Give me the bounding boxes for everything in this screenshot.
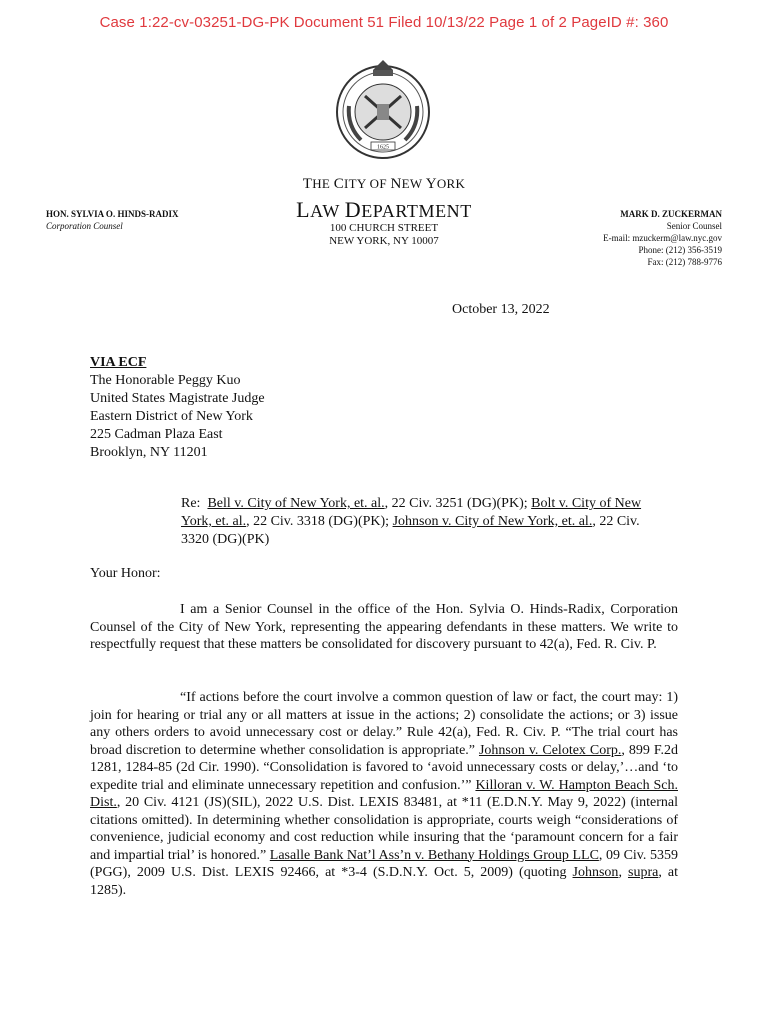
re-line: Re: Bell v. City of New York, et. al., 22 Civ. 3251 (DG)(PK); Bolt v. City of New York, et. al., 22 Civ. 3318 (DG)(PK); Johnson v. City of New York, et. al., 22 Civ. 3320 (DG)(PK) <box>181 496 642 547</box>
letterhead-department: LAW DEPARTMENT <box>296 197 472 222</box>
sender-phone: Phone: (212) 356-3519 <box>638 245 722 255</box>
letterhead-city: THE CITY OF NEW YORK <box>302 176 466 192</box>
delivery-method: VIA ECF <box>90 355 147 370</box>
recipient-line: The Honorable Peggy Kuo <box>90 373 241 388</box>
ecf-header-stamp: Case 1:22-cv-03251-DG-PK Document 51 Filed 10/13/22 Page 1 of 2 PageID #: 360 <box>99 14 669 31</box>
sender-block <box>603 208 722 268</box>
sender-fax: Fax: (212) 788-9776 <box>647 257 722 267</box>
sender-name: MARK D. ZUCKERMAN <box>620 209 722 219</box>
body-paragraph-1: I am a Senior Counsel in the office of the Hon. Sylvia O. Hinds-Radix, Corporation Counsel of the City of New York, representing the appearing defendants in these matters. We write to respectfully request that these matters be consolidated for discovery pursuant to 42(a), Fed. R. Civ. P. <box>90 602 678 652</box>
case-citation: Lasalle Bank Nat’l Ass’n v. Bethany Holdings Group LLC <box>269 847 599 863</box>
counsel-title: Corporation Counsel <box>46 221 123 231</box>
case-citation: Johnson v. Celotex Corp. <box>478 742 622 758</box>
letterhead-street: 100 CHURCH STREET <box>329 222 439 234</box>
case-citation: supra <box>628 865 659 880</box>
counsel-name: HON. SYLVIA O. HINDS-RADIX <box>46 209 179 219</box>
case-citation: Killoran v. W. Hampton Beach Sch. Dist. <box>90 777 678 810</box>
corporation-counsel-block <box>46 208 178 232</box>
letter-date: October 13, 2022 <box>452 302 550 317</box>
sender-email[interactable]: E-mail: mzuckerm@law.nyc.gov <box>603 233 722 243</box>
recipient-line: Eastern District of New York <box>90 409 253 424</box>
seal-year: 1625 <box>377 144 389 151</box>
case-citation: Johnson v. City of New York, et. al. <box>392 514 593 529</box>
recipient-line: United States Magistrate Judge <box>90 391 265 406</box>
city-seal-icon <box>333 56 433 162</box>
recipient-line: 225 Cadman Plaza East <box>90 427 223 442</box>
case-citation: Johnson <box>572 865 619 880</box>
case-citation: Bolt v. City of New York, et. al. <box>181 496 642 529</box>
salutation: Your Honor: <box>90 566 161 581</box>
recipient-line: Brooklyn, NY 11201 <box>90 445 208 460</box>
recipient-block <box>90 354 265 462</box>
letterhead-city-state: NEW YORK, NY 10007 <box>329 235 439 247</box>
sender-title: Senior Counsel <box>666 221 722 231</box>
body-paragraph-2: “If actions before the court involve a common question of law or fact, the court may: 1) join for hearing or trial any or all matters at issue in the actions; 2) consolidate the actions; or 3) issue any others orders to avoid unnecessary cost or delay.” Rule 42(a), Fed. R. Civ. P. “The trial court has broad discretion to determine whether consolidation is appropriate.” Johnson v. Celotex Corp., 899 F.2d 1281, 1284-85 (2d Cir. 1990). “Consolidation is favored to ‘avoid unnecessary costs or delay,’…and ‘to expedite trial and eliminate unnecessary repetition and confusion.’” Killoran v. W. Hampton Beach Sch. Dist., 20 Civ. 4121 (JS)(SIL), 2022 U.S. Dist. LEXIS 83481, at *11 (E.D.N.Y. May 9, 2022) (internal citations omitted). In determining whether consolidation is appropriate, courts weigh “considerations of convenience, judicial economy and cost reduction while insuring that the ‘paramount concern for a fair and impartial trial’ is honored.” Lasalle Bank Nat’l Ass’n v. Bethany Holdings Group LLC, 09 Civ. 5359 (PGG), 2009 U.S. Dist. LEXIS 92466, at *3-4 (S.D.N.Y. Oct. 5, 2009) (quoting Johnson, supra, at 1285). <box>90 690 678 898</box>
case-citation: Bell v. City of New York, et. al. <box>207 496 385 511</box>
